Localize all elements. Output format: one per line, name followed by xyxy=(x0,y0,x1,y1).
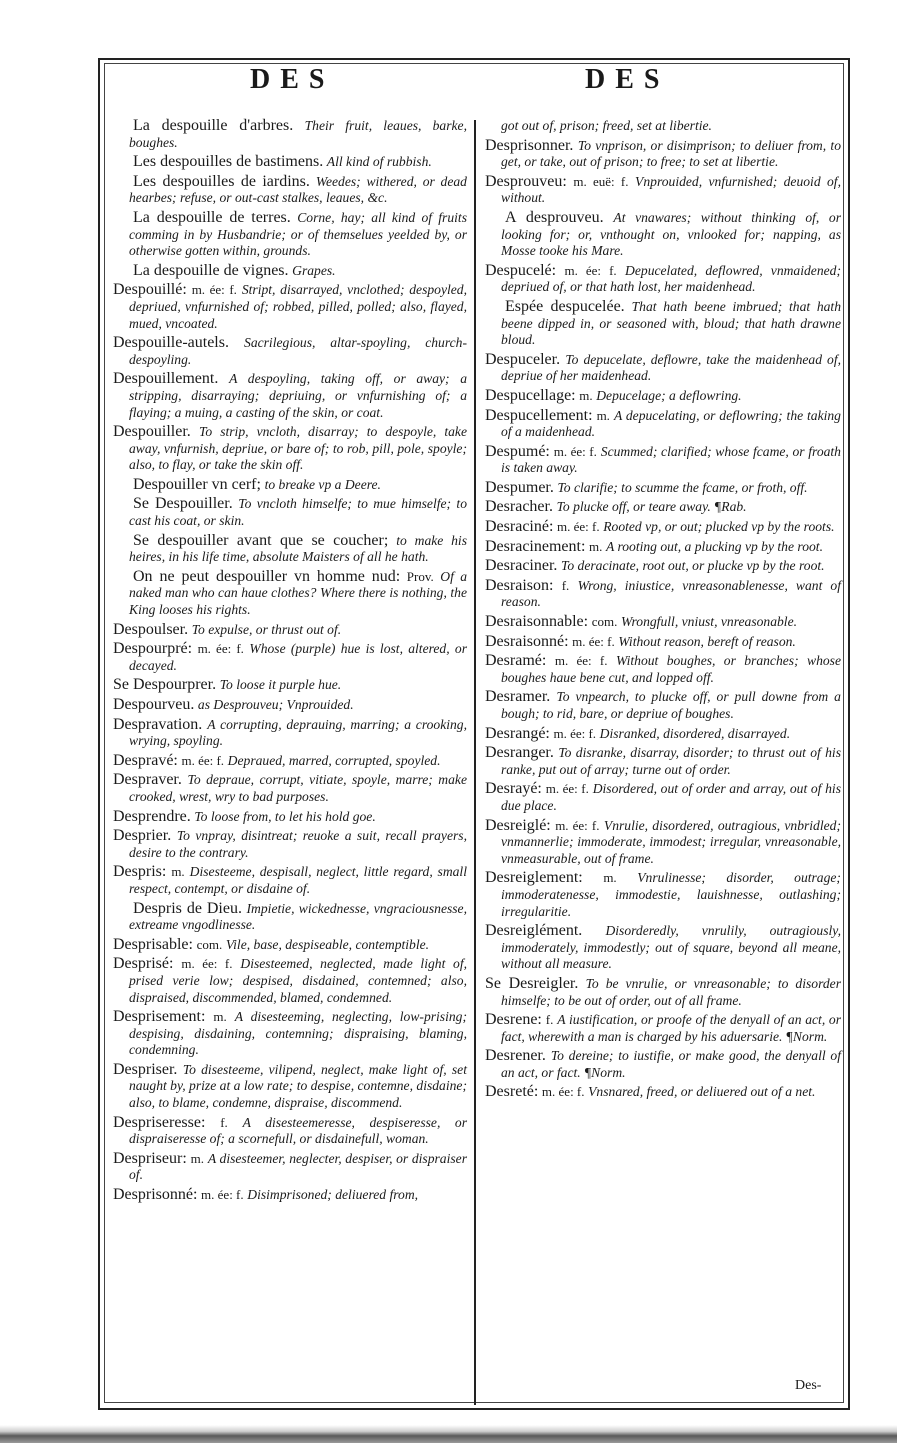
definition: Disimprisoned; deliuered from, xyxy=(247,1187,419,1203)
dictionary-entry xyxy=(113,282,467,332)
dictionary-entry xyxy=(485,614,841,631)
headword: Despucelé: xyxy=(485,261,557,279)
headword: Desrener. xyxy=(485,1047,546,1065)
dictionary-entry xyxy=(485,299,841,349)
dictionary-entry xyxy=(113,1009,467,1059)
headword: Desrangé: xyxy=(485,724,550,742)
grammar-label: m. xyxy=(603,870,617,886)
definition: A iustification, or proofe of the denyall of an act, or fact, wherewith a man is charged by his aduersarie. ¶Norm. xyxy=(501,1012,841,1044)
headword: Despoulser. xyxy=(113,620,189,638)
definition: Without boughes, or branches; whose boughes haue bene cut, and lopped off. xyxy=(501,653,841,685)
definition: Weedes; withered, or dead hearbes; refuse, or out-cast stalkes, leaues, &c. xyxy=(129,173,467,206)
definition: To vnpearch, to plucke off, or pull downe from a bough; to rid, bare, or depriue of boughes. xyxy=(501,689,841,721)
headword: Despouiller vn cerf; xyxy=(133,475,261,493)
dictionary-entry xyxy=(113,335,467,368)
definition: Disesteeme, despisall, neglect, little regard, small respect, contempt, or disdaine of. xyxy=(129,864,467,896)
headword: Desracher. xyxy=(485,498,553,516)
definition: got out of, prison; freed, set at libertie. xyxy=(501,118,712,133)
dictionary-entry xyxy=(113,174,467,207)
headword: La despouille de vignes. xyxy=(133,261,289,279)
dictionary-entry xyxy=(485,408,841,441)
definition: A corrupting, deprauing, marring; a crooking, wrying, spoyling. xyxy=(129,716,467,749)
headword: Despourveu. xyxy=(113,696,195,713)
grammar-label: m. ée: f. xyxy=(564,262,617,278)
right-column xyxy=(485,118,841,1104)
dictionary-entry xyxy=(485,519,841,536)
definition: To clarifie; to scumme the fcame, or froth, off. xyxy=(557,479,808,495)
dictionary-entry xyxy=(485,923,841,973)
grammar-label: m. xyxy=(589,538,603,554)
definition: Corne, hay; all kind of fruits comming in by Husbandrie; or of themselues yeelded by, or otherwise gotten within, grounds. xyxy=(129,209,467,259)
dictionary-entry xyxy=(485,634,841,651)
catchword: Des- xyxy=(795,1378,822,1393)
definition: Without reason, bereft of reason. xyxy=(618,633,796,649)
headword: Despraver. xyxy=(113,771,182,789)
definition: as Desprouveu; Vnprouided. xyxy=(197,697,354,712)
headword: Despriseur: xyxy=(113,1149,187,1167)
headword: Desraciné: xyxy=(485,518,554,536)
page-bottom-edge xyxy=(0,1425,897,1443)
definition: Rooted vp, or out; plucked vp by the roots. xyxy=(603,519,835,535)
definition: A disesteemeresse, despiseresse, or dispraiseresse of; a scornefull, or disdainefull, woman. xyxy=(129,1114,467,1147)
headword: Desraisonné: xyxy=(485,632,569,650)
headword: Les despouilles de iardins. xyxy=(133,172,310,190)
headword: Se Despouiller. xyxy=(133,495,233,513)
dictionary-entry xyxy=(113,828,467,861)
dictionary-entry xyxy=(113,697,467,714)
headword: Les despouilles de bastimens. xyxy=(133,153,324,171)
definition: A disesteeming, neglecting, low-prising; despising, disdaining, contemning; dispraising, blaming, condemning. xyxy=(129,1009,467,1058)
dictionary-entry xyxy=(113,424,467,474)
dictionary-entry xyxy=(485,118,841,135)
headword: Desprendre. xyxy=(113,807,191,825)
dictionary-entry xyxy=(485,726,841,743)
dictionary-entry xyxy=(485,263,841,296)
dictionary-entry xyxy=(113,154,467,171)
headword: Despravé: xyxy=(113,751,178,769)
grammar-label: f. xyxy=(220,1114,228,1130)
definition: Vnrulie, disordered, outragious, vnbridled; vnmannerlie; immoderate, immodest; irregular, vnreasonable, vnmeasurable, out of frame. xyxy=(501,817,841,866)
headword: Desramé: xyxy=(485,652,547,670)
headword: Desprisable: xyxy=(113,935,193,953)
dictionary-entry xyxy=(485,210,841,260)
definition: Depucelated, deflowred, vnmaidened; depriued of, or that hath lost, her maidenhead. xyxy=(501,262,841,295)
grammar-label: m. xyxy=(171,864,185,880)
headword: Desranger. xyxy=(485,744,554,762)
grammar-label: m. ée: f. xyxy=(545,781,589,797)
headword: Despouiller. xyxy=(113,423,191,441)
grammar-label: m. ée: f. xyxy=(181,752,225,768)
dictionary-entry xyxy=(113,753,467,770)
dictionary-entry xyxy=(113,622,467,639)
definition: A depucelating, or deflowring; the taking of a maidenhead. xyxy=(501,407,841,440)
headword: Se despouiller avant que se coucher; xyxy=(133,531,389,549)
dictionary-entry xyxy=(485,558,841,575)
dictionary-entry xyxy=(485,653,841,686)
dictionary-entry xyxy=(113,864,467,897)
definition: To depraue, corrupt, vitiate, spoyle, marre; make crooked, wrest, wry to bad purposes. xyxy=(129,772,467,804)
dictionary-entry xyxy=(113,371,467,421)
definition: Vile, base, despiseable, contemptible. xyxy=(225,936,430,952)
dictionary-entry xyxy=(113,809,467,826)
dictionary-entry xyxy=(113,901,467,934)
dictionary-entry xyxy=(485,1012,841,1045)
dictionary-entry xyxy=(485,480,841,497)
headword: Despouillé: xyxy=(113,281,187,299)
grammar-label: Prov. xyxy=(406,568,434,584)
grammar-label: m. xyxy=(596,407,610,423)
headword: Despuceler. xyxy=(485,350,561,368)
headword: Despris de Dieu. xyxy=(133,899,242,917)
dictionary-entry xyxy=(113,772,467,805)
dictionary-entry xyxy=(485,388,841,405)
headword: Despriseresse: xyxy=(113,1113,206,1131)
grammar-label: f. xyxy=(545,1012,554,1028)
dictionary-entry xyxy=(485,499,841,516)
dictionary-entry xyxy=(113,677,467,694)
definition: to breake vp a Deere. xyxy=(264,476,381,492)
headword: Despravation. xyxy=(113,715,203,733)
dictionary-entry xyxy=(113,1115,467,1148)
definition: That hath beene imbrued; that hath beene dipped in, or seasoned with, bloud; that hath drawne bloud. xyxy=(501,298,842,348)
headword: Desraisonnable: xyxy=(485,613,589,631)
headword: Despumer. xyxy=(485,478,554,496)
definition: Scummed; clarified; whose fcame, or froath is taken away. xyxy=(501,443,841,476)
grammar-label: m. ée: f. xyxy=(553,443,597,459)
headword: Espée despucelée. xyxy=(505,297,625,315)
headword: Desrene: xyxy=(485,1011,542,1029)
definition: A despoyling, taking off, or away; a stripping, disarraying; depriuing, or vnfurnishing of; a flaying; a muing, a casting of the skin, or coat. xyxy=(129,371,467,420)
definition: Disordered, out of order and array, out of his due place. xyxy=(501,781,841,813)
definition: At vnawares; without thinking of, or looking for; or, vnthought on, vnlooked for; napping, as Mosse tooke his Mare. xyxy=(501,209,841,259)
headword: Desprisement: xyxy=(113,1008,206,1026)
grammar-label: m. ée: f. xyxy=(572,633,615,649)
headword: Desreiglément. xyxy=(485,922,583,940)
definition: To strip, vncloth, disarray; to despoyle, take away, vnfurnish, depriue, or bare of; to rob, pill, pole, spoyle; also, to flay, or take the skin off. xyxy=(129,424,467,473)
definition: Depucelage; a deflowring. xyxy=(596,387,742,403)
grammar-label: m. ée: f. xyxy=(201,1187,244,1203)
headword: Despouille-autels. xyxy=(113,334,229,352)
dictionary-entry xyxy=(485,1048,841,1081)
dictionary-entry xyxy=(485,976,841,1009)
headword: Desprisonner. xyxy=(485,136,574,154)
definition: Their fruit, leaues, barke, boughes. xyxy=(129,118,467,150)
definition: To depucelate, deflowre, take the maidenhead of, depriue of her maidenhead. xyxy=(501,351,841,384)
definition: Vnrulinesse; disorder, outrage; immoderatenesse, immodestie, lauishnesse, outlashing; irregularitie. xyxy=(501,870,841,919)
grammar-label: m. xyxy=(579,387,593,403)
headword: Desracinement: xyxy=(485,537,586,555)
headword: Desraison: xyxy=(485,576,554,594)
grammar-label: m. ée: f. xyxy=(554,653,608,669)
grammar-label: m. ée: f. xyxy=(541,1084,585,1100)
definition: Wrong, iniustice, vnreasonablenesse, want of reason. xyxy=(501,577,841,610)
headword: Desprouveu: xyxy=(485,172,567,190)
definition: To expulse, or thrust out of. xyxy=(191,621,342,637)
dictionary-entry xyxy=(485,138,841,171)
dictionary-entry xyxy=(113,717,467,750)
headword: Despris: xyxy=(113,863,167,881)
headword: Desramer. xyxy=(485,688,551,706)
definition: Vnprouided, vnfurnished; deuoid of, without. xyxy=(501,173,841,206)
headword: Se Despourprer. xyxy=(113,676,217,694)
column-divider xyxy=(474,120,476,1405)
definition: To plucke off, or teare away. ¶Rab. xyxy=(556,499,747,515)
headword: On ne peut despouiller vn homme nud: xyxy=(133,567,401,585)
grammar-label: m. ée: f. xyxy=(555,817,600,833)
definition: Whose (purple) hue is lost, altered, or decayed. xyxy=(129,641,467,673)
headword: Desrayé: xyxy=(485,780,542,798)
dictionary-entry xyxy=(485,781,841,814)
definition: To be vnrulie, or vnreasonable; to disorder himselfe; to be out of order, out of all frame. xyxy=(501,975,841,1008)
definition: To vnpray, disintreat; reuoke a suit, recall prayers, desire to the contrary. xyxy=(129,828,467,860)
dictionary-entry xyxy=(485,745,841,778)
definition: To disranke, disarray, disorder; to thrust out of his ranke, put out of array; turne out of order. xyxy=(501,745,841,777)
dictionary-entry xyxy=(113,533,467,566)
headword: Desprier. xyxy=(113,827,172,845)
headword: Despucellage: xyxy=(485,386,576,404)
grammar-label: m. ée: f. xyxy=(181,956,233,972)
headword: Desreté: xyxy=(485,1083,539,1101)
grammar-label: m. ée: f. xyxy=(191,282,237,298)
dictionary-entry xyxy=(113,263,467,280)
definition: Stript, disarrayed, vnclothed; despoyled, depriued, vnfurnished of; robbed, pilled, polled; also, flayed, mued, vncoated. xyxy=(129,282,467,331)
grammar-label: f. xyxy=(561,577,570,593)
grammar-label: com. xyxy=(196,936,223,952)
definition: Grapes. xyxy=(292,262,336,278)
definition: Sacrilegious, altar-spoyling, church-despoyling. xyxy=(129,335,467,367)
definition: A rooting out, a plucking vp by the root. xyxy=(606,538,823,554)
headword: Desraciner. xyxy=(485,557,558,575)
dictionary-entry xyxy=(485,689,841,722)
headword: Desreiglé: xyxy=(485,816,551,834)
headword: Despourpré: xyxy=(113,640,193,658)
definition: To loose it purple hue. xyxy=(219,677,342,693)
headword: Despriser. xyxy=(113,1060,178,1078)
dictionary-entry xyxy=(485,1084,841,1101)
definition: To vnprison, or disimprison; to deliuer from, to get, or take, out of prison; to free; to set at libertie. xyxy=(501,137,841,170)
dictionary-entry xyxy=(113,1187,467,1204)
headword: La despouille de terres. xyxy=(133,208,291,226)
dictionary-entry xyxy=(113,937,467,954)
dictionary-entry xyxy=(485,578,841,611)
headword: Despumé: xyxy=(485,442,550,460)
grammar-label: m. xyxy=(213,1009,227,1025)
left-column xyxy=(113,118,467,1207)
headword: Desprisé: xyxy=(113,955,174,973)
definition: Disorderedly, vnrulily, outragiously, immoderately, immodestly; out of square, beyond all meane, without all measure. xyxy=(501,923,841,972)
dictionary-entry xyxy=(485,174,841,207)
dictionary-entry xyxy=(113,956,467,1006)
headword: Se Desreigler. xyxy=(485,974,579,992)
dictionary-entry xyxy=(113,210,467,260)
headword: La despouille d'arbres. xyxy=(133,117,294,134)
dictionary-entry xyxy=(485,870,841,920)
definition: Disranked, disordered, disarrayed. xyxy=(599,725,791,741)
dictionary-entry xyxy=(485,818,841,868)
definition: Disesteemed, neglected, made light of, prised verie low; despised, disdained, contemned; also, dispraised, discommended, blamed, condemned. xyxy=(129,956,468,1005)
definition: To loose from, to let his hold goe. xyxy=(194,808,376,824)
grammar-label: m. xyxy=(190,1150,204,1166)
dictionary-entry xyxy=(485,352,841,385)
headword: Desreiglement: xyxy=(485,869,583,887)
running-head-left: DES xyxy=(250,64,335,95)
grammar-label: m. ée: f. xyxy=(197,641,244,657)
definition: To dereine; to iustifie, or make good, the denyall of an act, or fact. ¶Norm. xyxy=(501,1048,841,1080)
grammar-label: com. xyxy=(591,614,618,630)
definition: A disesteemer, neglecter, despiser, or dispraiser of. xyxy=(129,1150,467,1183)
dictionary-entry xyxy=(113,569,467,619)
grammar-label: m. euë: f. xyxy=(573,173,629,189)
headword: A desprouveu. xyxy=(505,208,604,226)
definition: All kind of rubbish. xyxy=(326,154,432,170)
headword: Despucellement: xyxy=(485,406,593,424)
running-head-right: DES xyxy=(585,64,670,95)
definition: to make his heires, in his life time, absolute Maisters of all he hath. xyxy=(129,532,467,565)
dictionary-entry xyxy=(113,118,467,151)
definition: To deracinate, root out, or plucke vp by the root. xyxy=(561,558,825,574)
definition: To disesteeme, vilipend, neglect, make light of, set naught by, prize at a low rate; to despise, contemne, disdaine; also, to blame, condemne, dispraise, discommend. xyxy=(129,1061,467,1111)
definition: Vnsnared, freed, or deliuered out of a net. xyxy=(588,1084,816,1100)
dictionary-entry xyxy=(113,1151,467,1184)
grammar-label: m. ée: f. xyxy=(557,519,600,535)
dictionary-entry xyxy=(113,641,467,674)
definition: To vncloth himselfe; to mue himselfe; to cast his coat, or skin. xyxy=(129,496,468,529)
headword: Desprisonné: xyxy=(113,1186,198,1204)
dictionary-entry xyxy=(485,444,841,477)
headword: Despouillement. xyxy=(113,370,219,388)
dictionary-entry xyxy=(113,1062,467,1112)
grammar-label: m. ée: f. xyxy=(553,725,597,741)
definition: Impietie, wickednesse, vngraciousnesse, extreame vngodlinesse. xyxy=(129,900,467,933)
definition: Of a naked man who can haue clothes? Where there is nothing, the King looses his rights. xyxy=(129,568,468,618)
definition: Wrongfull, vniust, vnreasonable. xyxy=(620,614,798,630)
dictionary-entry xyxy=(485,539,841,556)
dictionary-entry xyxy=(113,496,467,529)
definition: Depraued, marred, corrupted, spoyled. xyxy=(227,752,441,768)
dictionary-entry xyxy=(113,477,467,494)
